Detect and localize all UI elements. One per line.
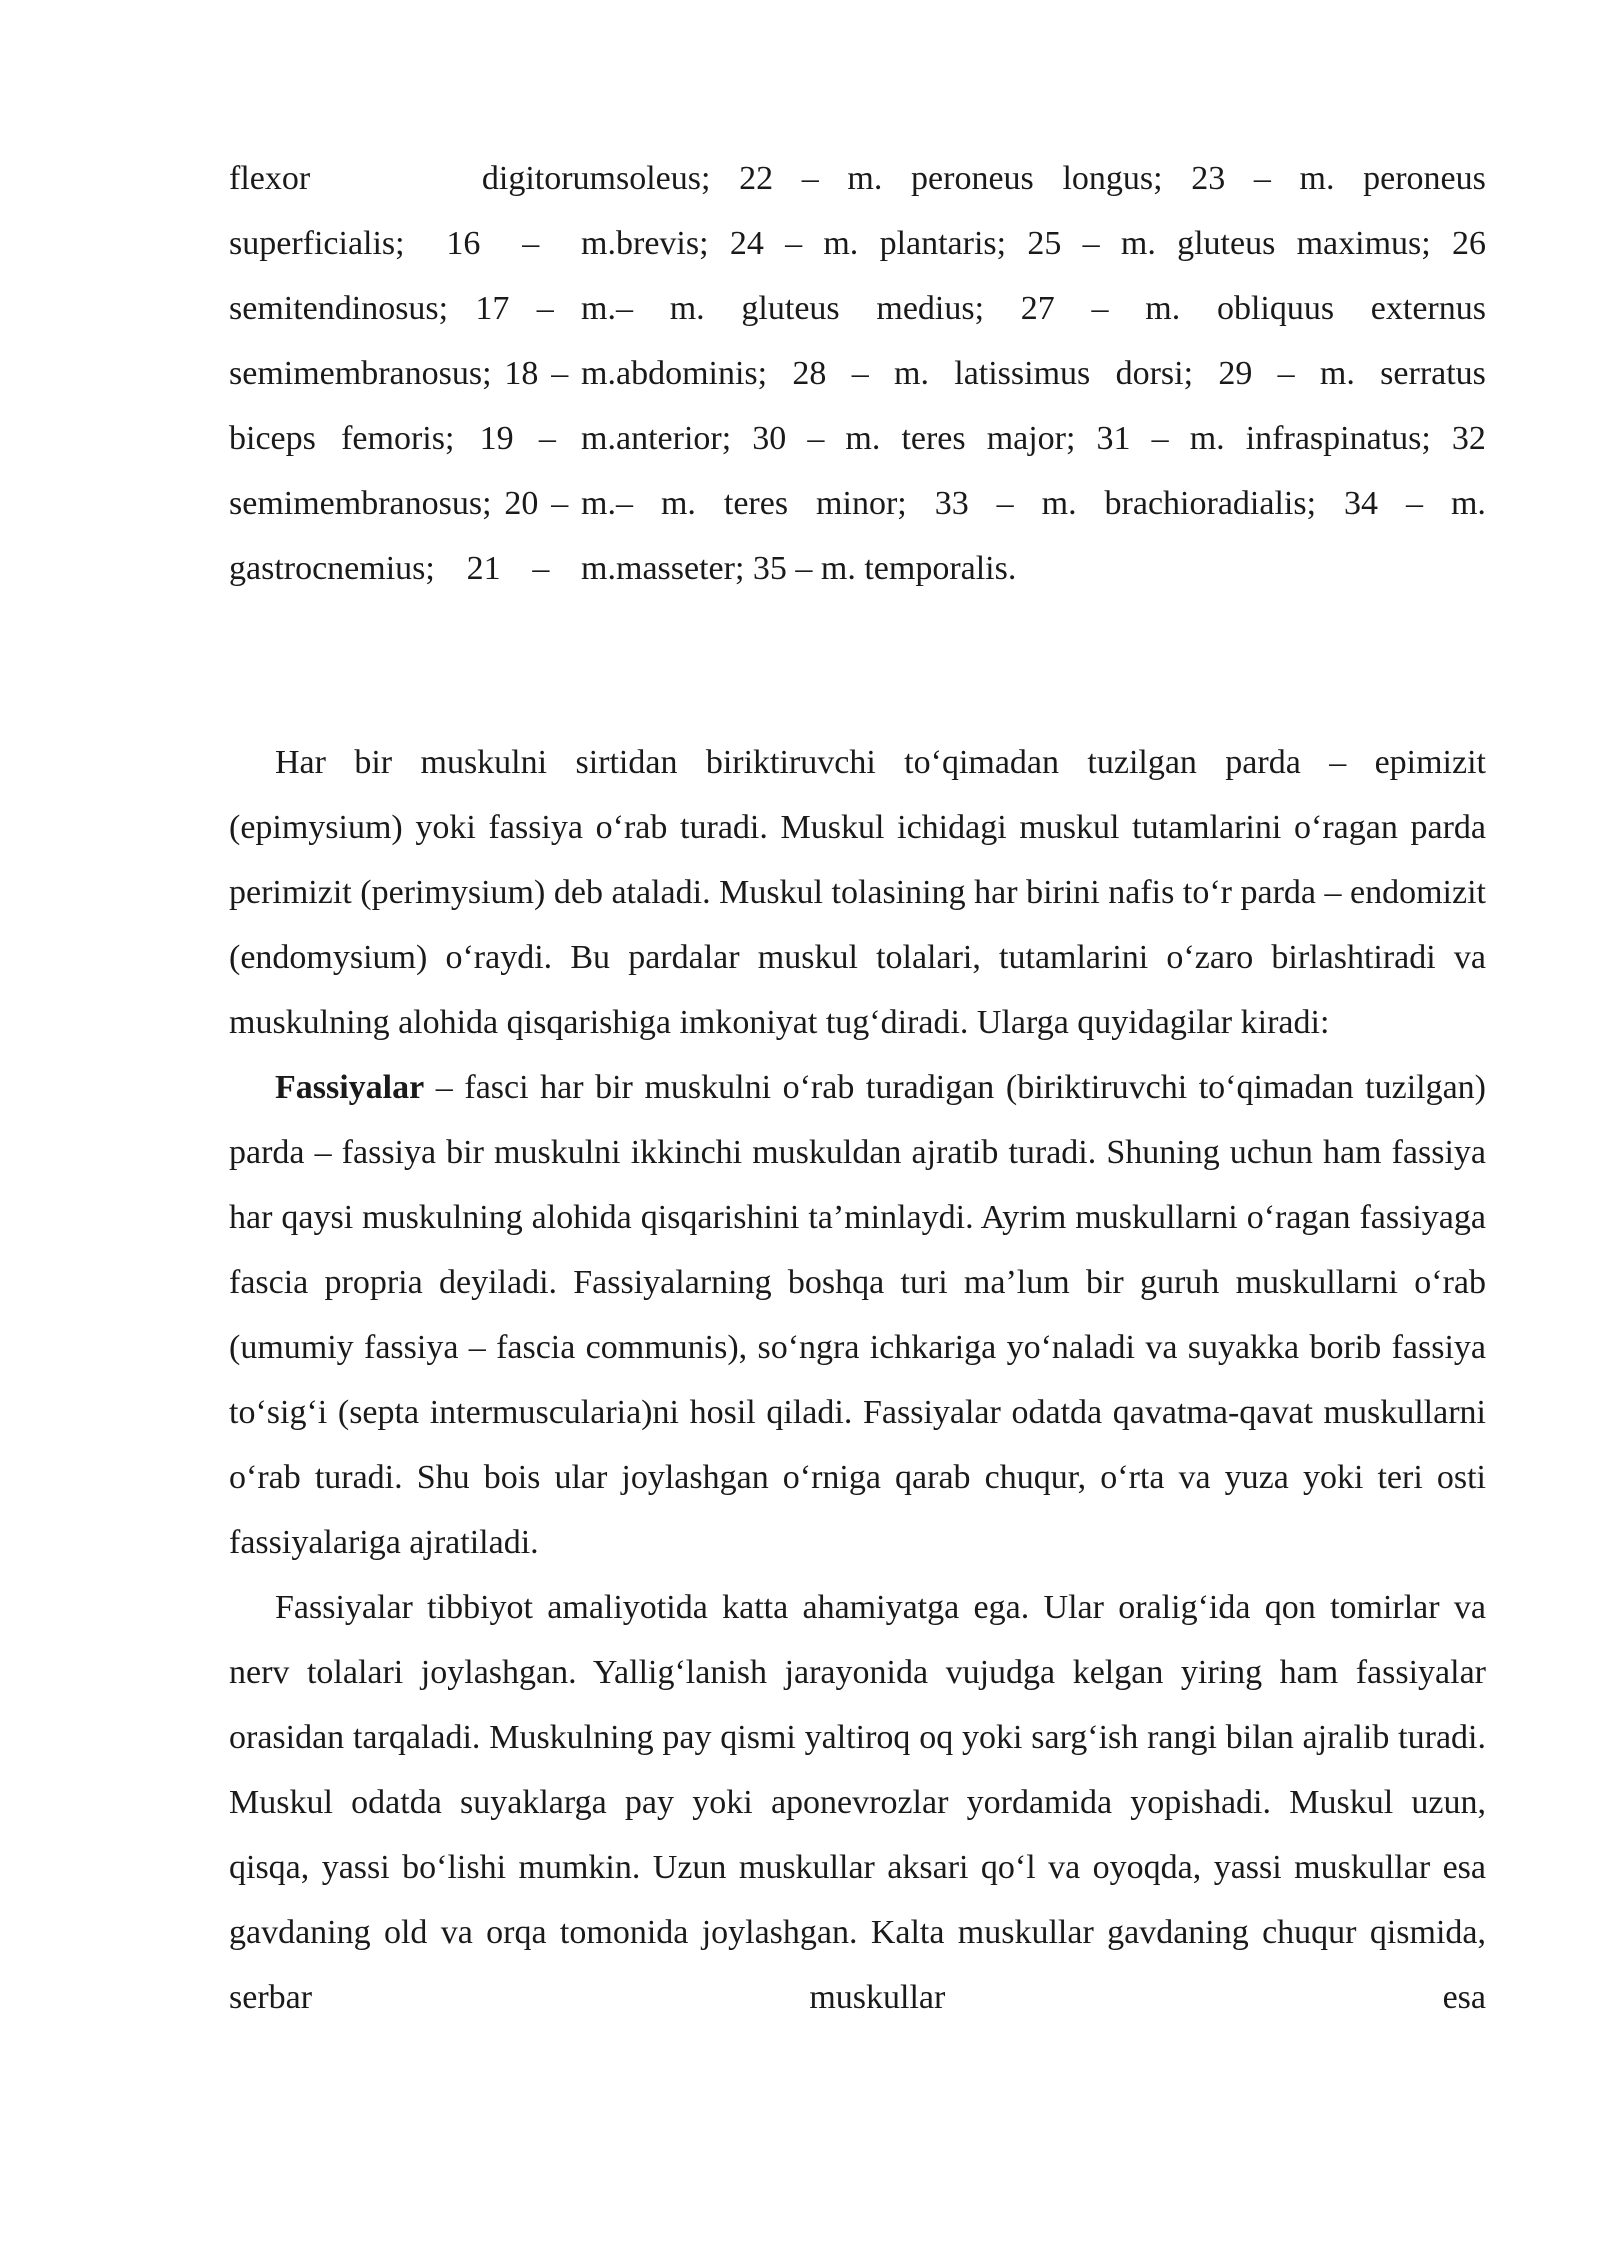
legend-row-left: [229, 146, 616, 211]
legend-word: 19: [479, 420, 514, 457]
body-text: [229, 730, 1486, 2030]
legend-word: m.: [894, 355, 929, 392]
legend-word: m.: [847, 160, 883, 197]
paragraph-fascia-text: – fasci har bir muskulni o‘rab turadigan (biriktiruvchi to‘qimadan tuzilgan) parda – fassiya bir muskulni ikkinchi muskuldan ajratib turadi. Shuning uchun ham fassiya har qaysi muskulning alohida qisqarishini ta’minlaydi. Ayrim muskullarni o‘ragan fassiyaga fascia propria deyiladi. Fassiyalarning boshqa turi ma’lum bir guruh muskullarni o‘rab (umumiy fassiya – fascia communis), so‘ngra ichkariga yo‘naladi va suyakka borib fassiya to‘sig‘i (septa intermuscularia)ni hosil qiladi. Fassiyalar odatda qavatma-qavat muskullarni o‘rab turadi. Shu bois ular joylashgan o‘rniga qarab chuqur, o‘rta va yuza yoki teri osti fassiyalariga ajratiladi.: [229, 1069, 1486, 1561]
legend-row: [229, 406, 1486, 471]
legend-word: –: [1277, 355, 1295, 392]
legend-word: plantaris;: [879, 225, 1007, 262]
legend-word: 30: [752, 420, 787, 457]
legend-word: anterior;: [616, 420, 732, 457]
legend-word: externus: [1370, 290, 1486, 327]
legend-word: longus;: [1062, 160, 1163, 197]
legend-word: obliquus: [1216, 290, 1335, 327]
legend-row-right: [616, 211, 1486, 276]
legend-word: abdominis;: [616, 355, 768, 392]
legend-word: 21: [466, 550, 501, 587]
legend-word: 28: [792, 355, 827, 392]
legend-word: 17: [475, 290, 510, 327]
legend-word: 26: [1451, 225, 1486, 262]
legend-word: serratus: [1380, 355, 1486, 392]
legend-word: infraspinatus;: [1245, 420, 1431, 457]
legend-row-left: [229, 341, 616, 406]
legend-word: m.: [581, 420, 616, 457]
legend-word: brachioradialis;: [1104, 485, 1317, 522]
legend-word: semimembranosus;: [229, 355, 492, 392]
legend-word: biceps: [229, 420, 316, 457]
legend-word: –: [1253, 160, 1271, 197]
legend-row-right: [616, 341, 1486, 406]
legend-word: m.: [1299, 160, 1335, 197]
legend-word: –: [551, 355, 569, 392]
legend-row: [229, 471, 1486, 536]
legend-word: m.: [1041, 485, 1077, 522]
legend-row: [229, 536, 1486, 601]
term-fassiyalar: Fassiyalar: [275, 1069, 425, 1106]
legend-word: –: [536, 290, 554, 327]
legend-word: superficialis;: [229, 225, 405, 262]
legend-word: –: [1405, 485, 1423, 522]
legend-word: m.: [581, 485, 616, 522]
legend-word: 22: [739, 160, 774, 197]
legend-row-left: [229, 211, 616, 276]
legend-word: –: [807, 420, 825, 457]
legend-word: –: [532, 550, 550, 587]
figure-legend: [229, 146, 1486, 601]
legend-word: m.: [669, 290, 705, 327]
legend-word: –: [1151, 420, 1169, 457]
legend-word: peroneus: [911, 160, 1034, 197]
legend-word: teres: [723, 485, 789, 522]
legend-word: –: [616, 485, 633, 522]
legend-row-right: [616, 471, 1486, 536]
legend-word: gastrocnemius;: [229, 550, 435, 587]
legend-word: 16: [446, 225, 481, 262]
legend-row-left: [229, 276, 616, 341]
legend-row: [229, 211, 1486, 276]
legend-row: [229, 341, 1486, 406]
legend-word: 32: [1451, 420, 1486, 457]
legend-word: –: [851, 355, 869, 392]
legend-row-left: [229, 406, 616, 471]
legend-word: –: [551, 485, 569, 522]
legend-row: [229, 146, 1486, 211]
legend-word: 33: [934, 485, 969, 522]
legend-row-right: [616, 536, 1486, 601]
legend-word: m.: [581, 290, 616, 327]
legend-word: flexor: [229, 160, 311, 197]
legend-word: femoris;: [341, 420, 455, 457]
legend-word: m.: [581, 550, 616, 587]
legend-word: –: [785, 225, 803, 262]
legend-word: m.: [1145, 290, 1181, 327]
legend-word: –: [1082, 225, 1100, 262]
legend-word: m.: [845, 420, 881, 457]
legend-word: –: [538, 420, 556, 457]
legend-word: m.: [1450, 485, 1486, 522]
legend-word: semitendinosus;: [229, 290, 449, 327]
legend-word: 20: [504, 485, 539, 522]
legend-word: 27: [1020, 290, 1055, 327]
legend-word: –: [801, 160, 819, 197]
legend-word: brevis;: [616, 225, 709, 262]
legend-word: m.: [823, 225, 859, 262]
legend-word: 23: [1191, 160, 1226, 197]
legend-row-right: [616, 276, 1486, 341]
legend-text: masseter; 35 – m. temporalis.: [616, 550, 1017, 587]
legend-word: maximus;: [1296, 225, 1431, 262]
legend-word: 31: [1096, 420, 1131, 457]
legend-word: minor;: [816, 485, 907, 522]
paragraph-fascia-medicine: Fassiyalar tibbiyot amaliyotida katta ahamiyatga ega. Ular oralig‘ida qon tomirlar va nerv tolalari joylashgan. Yallig‘lanish jarayonida vujudga kelgan yiring ham fassiyalar orasidan tarqaladi. Muskulning pay qismi yaltiroq oq yoki sarg‘ish rangi bilan ajralib turadi. Muskul odatda suyaklarga pay yoki aponevrozlar yordamida yopishadi. Muskul uzun, qisqa, yassi bo‘lishi mumkin. Uzun muskullar aksari qo‘l va oyoqda, yassi muskullar esa gavdaning old va orqa tomonida joylashgan. Kalta muskullar gavdaning chuqur qismida, serbar muskullar esa: [229, 1589, 1486, 2016]
legend-word: m.: [660, 485, 696, 522]
legend-word: gluteus: [741, 290, 840, 327]
legend-word: dorsi;: [1115, 355, 1194, 392]
legend-word: 18: [504, 355, 539, 392]
legend-word: gluteus: [1177, 225, 1276, 262]
legend-word: digitorum: [481, 160, 616, 197]
legend-row-left: [229, 536, 616, 601]
legend-word: 25: [1027, 225, 1062, 262]
legend-word: soleus;: [616, 160, 711, 197]
legend-word: peroneus: [1363, 160, 1486, 197]
legend-word: –: [616, 290, 633, 327]
legend-word: m.: [581, 355, 616, 392]
legend-word: –: [522, 225, 540, 262]
legend-word: latissimus: [954, 355, 1091, 392]
legend-word: major;: [986, 420, 1076, 457]
paragraph-fascia: [229, 1055, 1486, 1575]
legend-word: 34: [1344, 485, 1378, 522]
legend-word: –: [1091, 290, 1109, 327]
legend-word: teres: [901, 420, 966, 457]
legend-word: –: [996, 485, 1014, 522]
legend-row-right: [616, 406, 1486, 471]
legend-word: m.: [1319, 355, 1355, 392]
legend-row-left: [229, 471, 616, 536]
legend-word: m.: [581, 225, 616, 262]
legend-word: semimembranosus;: [229, 485, 492, 522]
legend-row: [229, 276, 1486, 341]
legend-word: m.: [1120, 225, 1156, 262]
legend-word: 29: [1218, 355, 1253, 392]
legend-word: medius;: [876, 290, 985, 327]
legend-row-right: [616, 146, 1486, 211]
paragraph-membranes: Har bir muskulni sirtidan biriktiruvchi to‘qimadan tuzilgan parda – epimizit (epimysium) yoki fassiya o‘rab turadi. Muskul ichidagi muskul tutamlarini o‘ragan parda perimizit (perimysium) deb ataladi. Muskul tolasining har birini nafis to‘r parda – endomizit (endomysium) o‘raydi. Bu pardalar muskul tolalari, tutamlarini o‘zaro birlashtiradi va muskulning alohida qisqarishiga imkoniyat tug‘diradi. Ularga quyidagilar kiradi:: [229, 744, 1486, 1041]
legend-word: m.: [1189, 420, 1225, 457]
legend-word: 24: [729, 225, 764, 262]
